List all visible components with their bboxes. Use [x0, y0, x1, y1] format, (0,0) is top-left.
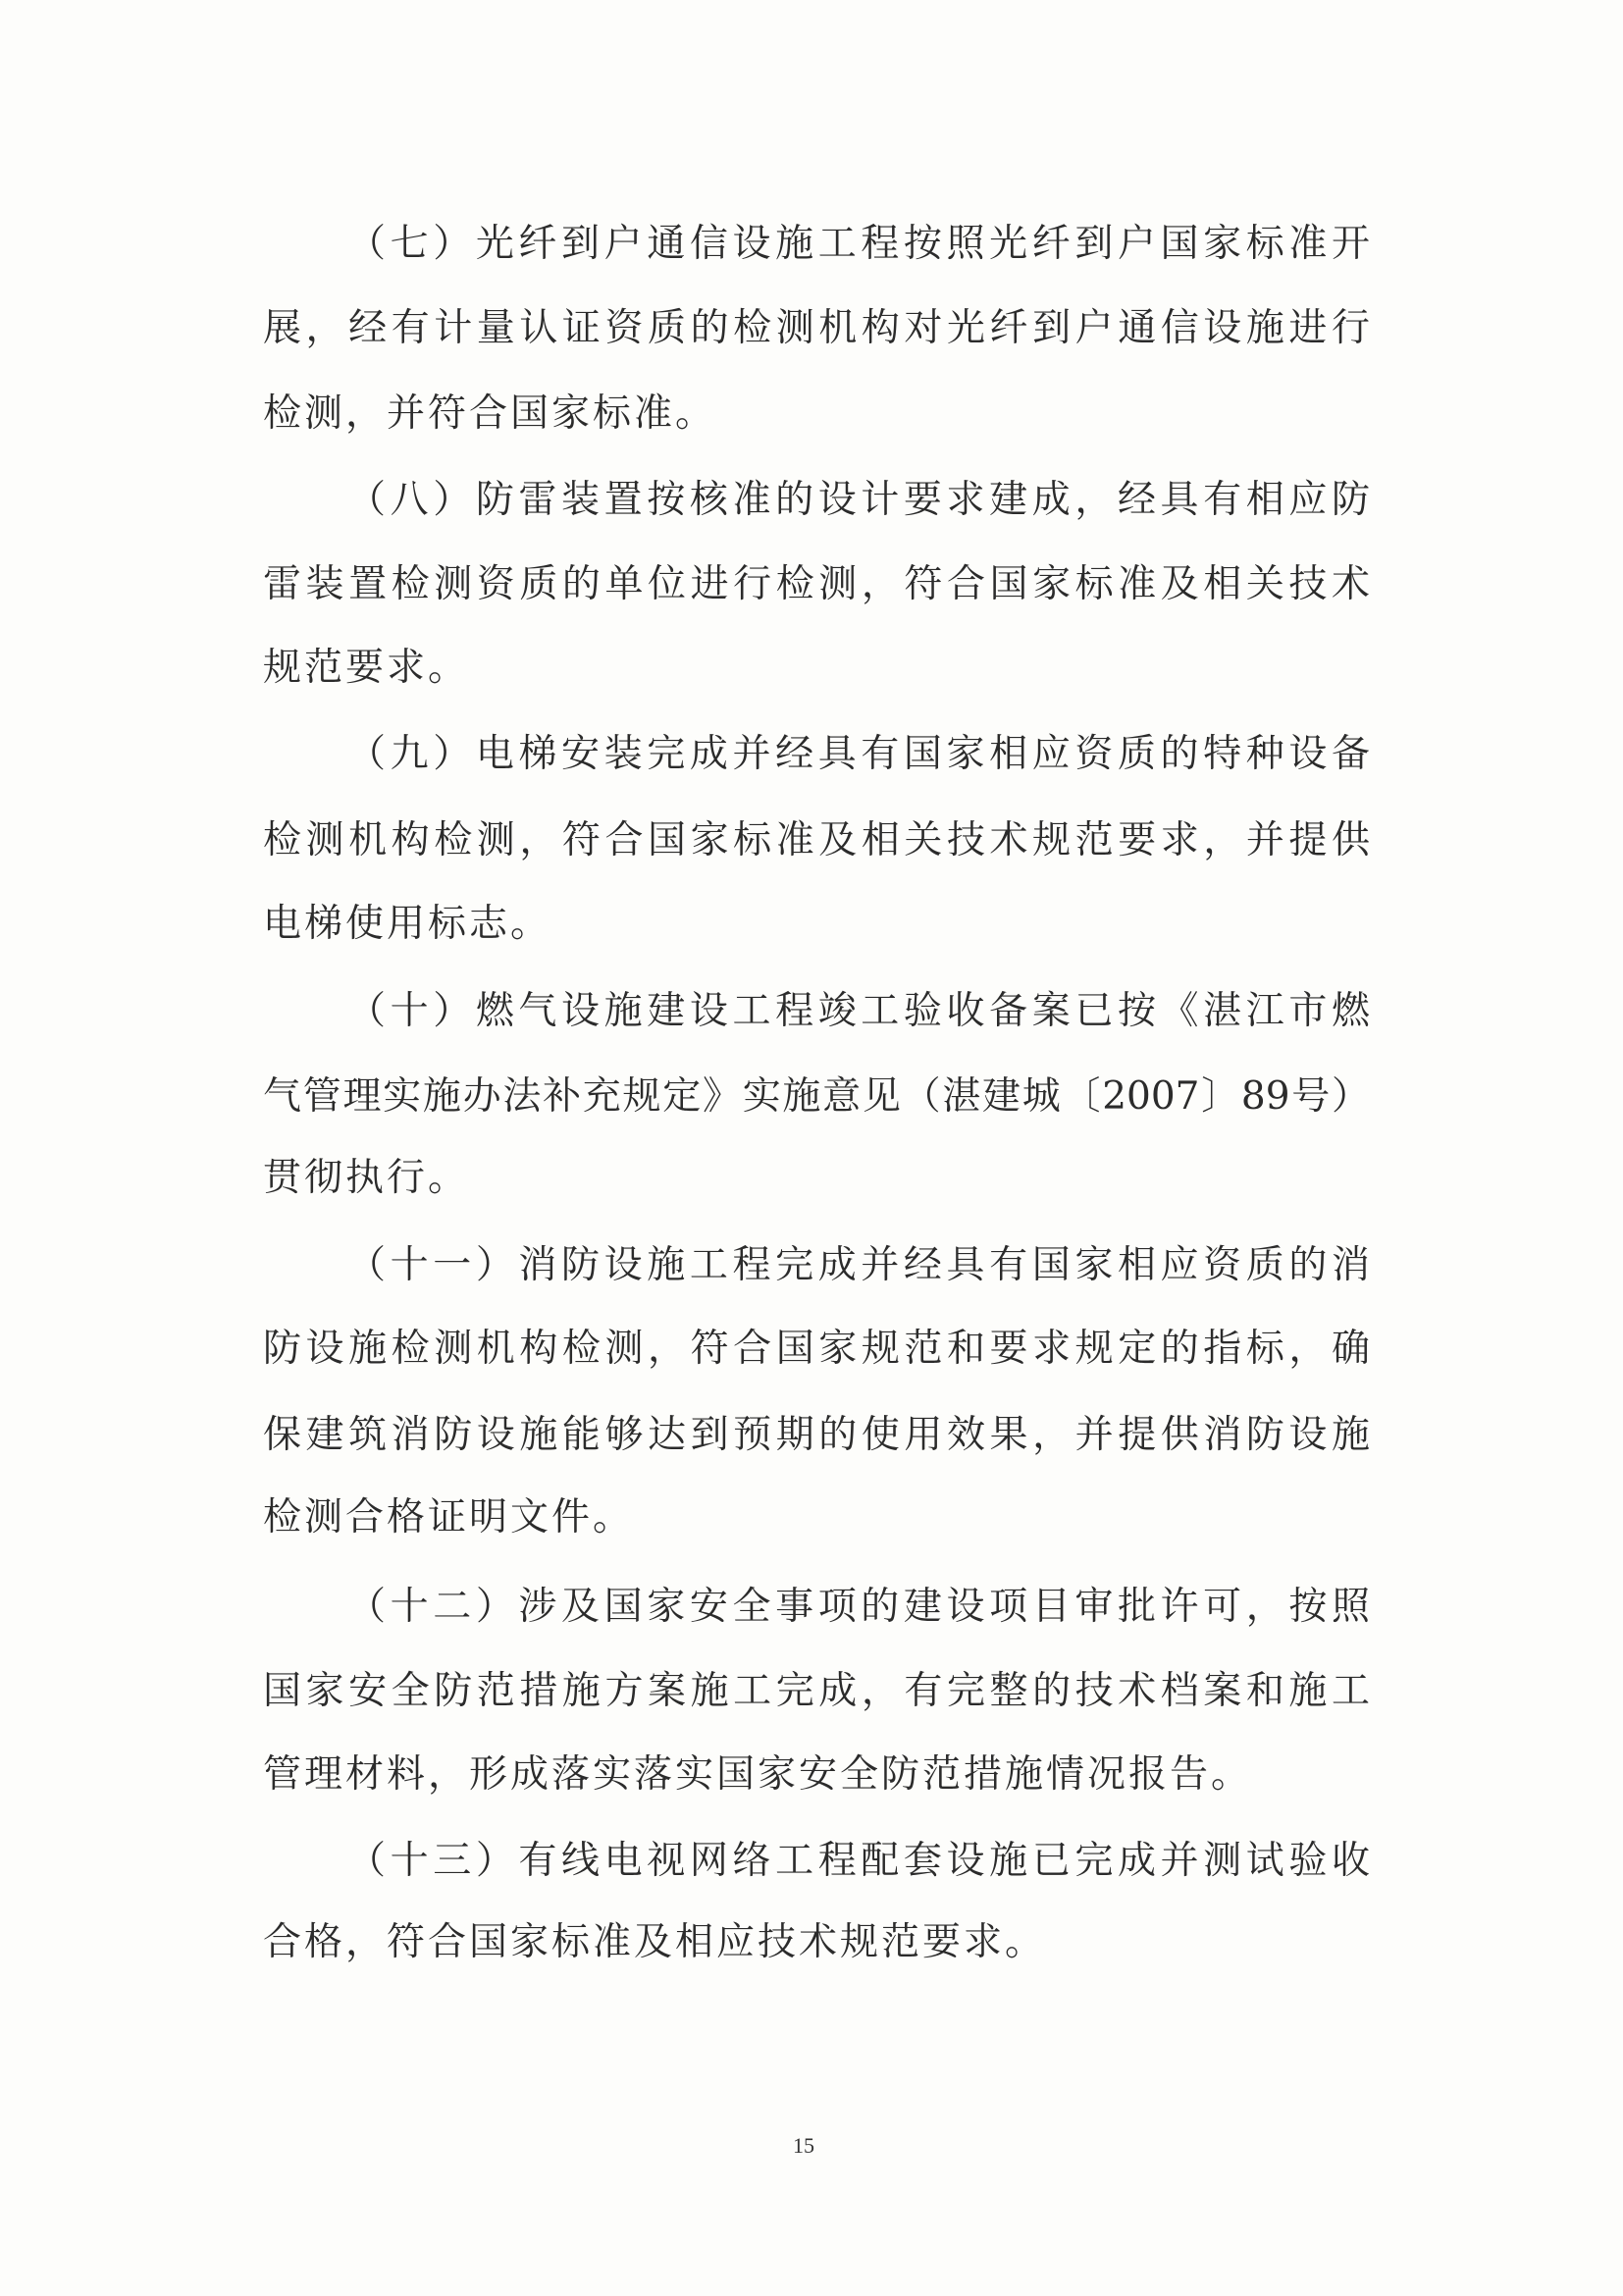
paragraph-line: （十二）涉及国家安全事项的建设项目审批许可，按照 [347, 1585, 1370, 1629]
paragraph-line: 雷装置检测资质的单位进行检测，符合国家标准及相关技术 [263, 562, 1370, 606]
paragraph-line: （八）防雷装置按核准的设计要求建成，经具有相应防 [347, 478, 1370, 522]
page-number: 15 [793, 2133, 814, 2158]
paragraph-line: 气管理实施办法补充规定》实施意见（湛建城〔2007〕89号） [263, 1074, 1370, 1119]
paragraph-line: 检测机构检测，符合国家标准及相关技术规范要求，并提供 [263, 818, 1370, 862]
paragraph-line: （十）燃气设施建设工程竣工验收备案已按《湛江市燃 [347, 989, 1370, 1033]
paragraph-line: 贯彻执行。 [263, 1156, 470, 1200]
paragraph-line: 检测，并符合国家标准。 [263, 391, 717, 436]
paragraph-line: 国家安全防范措施方案施工完成，有完整的技术档案和施工 [263, 1669, 1370, 1713]
paragraph-line: 管理材料，形成落实落实国家安全防范措施情况报告。 [263, 1752, 1253, 1797]
paragraph-line: （十一）消防设施工程完成并经具有国家相应资质的消 [347, 1243, 1370, 1287]
paragraph-line: （七）光纤到户通信设施工程按照光纤到户国家标准开 [347, 222, 1370, 266]
paragraph-line: 电梯使用标志。 [263, 902, 552, 946]
paragraph-line: （十三）有线电视网络工程配套设施已完成并测试验收 [347, 1839, 1370, 1883]
paragraph-line: 检测合格证明文件。 [263, 1495, 635, 1539]
paragraph-line: （九）电梯安装完成并经具有国家相应资质的特种设备 [347, 732, 1370, 776]
paragraph-line: 规范要求。 [263, 646, 470, 690]
paragraph-line: 展，经有计量认证资质的检测机构对光纤到户通信设施进行 [263, 306, 1370, 350]
paragraph-line: 防设施检测机构检测，符合国家规范和要求规定的指标，确 [263, 1327, 1370, 1371]
paragraph-line: 合格，符合国家标准及相应技术规范要求。 [263, 1920, 1047, 1964]
paragraph-line: 保建筑消防设施能够达到预期的使用效果，并提供消防设施 [263, 1413, 1370, 1457]
